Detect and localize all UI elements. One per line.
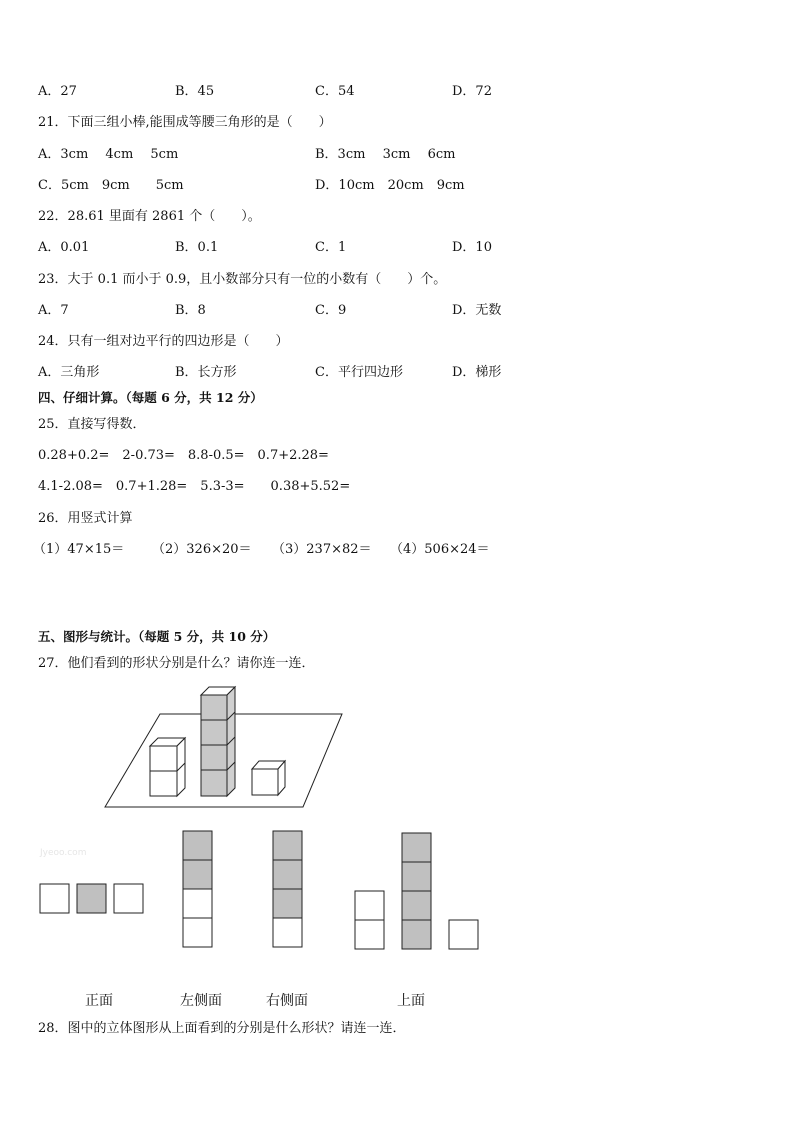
q21-option-c: C．5cm 9cm 5cm (38, 178, 184, 193)
label-left-side: 左侧面 (180, 993, 222, 1009)
q25-stem: 25．直接写得数． (38, 417, 146, 432)
q26-item-2: （2）326×20＝ (152, 542, 252, 557)
q24-stem: 24．只有一组对边平行的四边形是（ ） (38, 334, 289, 349)
middle-cube-tower (201, 687, 235, 796)
q25-row-2: 4.1-2.08= 0.7+1.28= 5.3-3= 0.38+5.52= (38, 479, 351, 494)
label-front: 正面 (85, 993, 113, 1009)
q23-option-a: A．7 (38, 303, 69, 318)
left-cube-stack (150, 738, 185, 796)
q21-stem: 21．下面三组小棒,能围成等腰三角形的是（ ） (38, 115, 332, 130)
q21-option-d: D．10cm 20cm 9cm (315, 178, 465, 193)
q23-option-c: C．9 (315, 303, 347, 318)
q23-stem: 23．大于 0.1 而小于 0.9，且小数部分只有一位的小数有（ ）个。 (38, 272, 447, 287)
watermark: Jyeoo.com (40, 848, 87, 858)
q23-option-b: B．8 (175, 303, 206, 318)
q24-option-d: D．梯形 (452, 365, 502, 380)
label-top: 上面 (397, 993, 425, 1009)
q22-option-d: D．10 (452, 240, 492, 255)
q23-option-d: D．无数 (452, 303, 502, 318)
option-top-view (355, 833, 478, 949)
q25-row-1: 0.28+0.2= 2-0.73= 8.8-0.5= 0.7+2.28= (38, 448, 329, 463)
prev-option-a: A．27 (38, 84, 77, 99)
label-right-side: 右侧面 (266, 993, 308, 1009)
section-5-heading: 五、图形与统计。（每题 5 分，共 10 分） (38, 629, 276, 644)
q22-option-b: B．0.1 (175, 240, 219, 255)
q22-option-c: C．1 (315, 240, 347, 255)
q26-item-4: （4）506×24＝ (390, 542, 490, 557)
q21-option-a: A．3cm 4cm 5cm (38, 147, 179, 162)
q24-option-c: C．平行四边形 (315, 365, 403, 380)
q26-stem: 26．用竖式计算 (38, 511, 133, 526)
q22-stem: 22．28.61 里面有 2861 个（ ）。 (38, 209, 261, 224)
q22-option-a: A．0.01 (38, 240, 90, 255)
q26-item-1: （1）47×15＝ (33, 542, 125, 557)
right-single-cube (252, 761, 285, 795)
prev-option-b: B．45 (175, 84, 215, 99)
q26-item-3: （3）237×82＝ (272, 542, 372, 557)
prev-option-c: C．54 (315, 84, 355, 99)
option-left-side-view (183, 831, 212, 947)
option-right-side-view (273, 831, 302, 947)
q27-stem: 27．他们看到的形状分别是什么？请你连一连． (38, 656, 315, 671)
q21-option-b: B．3cm 3cm 6cm (315, 147, 456, 162)
section-4-heading: 四、仔细计算。（每题 6 分，共 12 分） (38, 390, 263, 405)
option-front-view (40, 884, 143, 913)
q24-option-a: A．三角形 (38, 365, 100, 380)
prev-option-d: D．72 (452, 84, 492, 99)
q28-stem: 28．图中的立体图形从上面看到的分别是什么形状？请连一连． (38, 1021, 406, 1036)
q24-option-b: B．长方形 (175, 365, 237, 380)
